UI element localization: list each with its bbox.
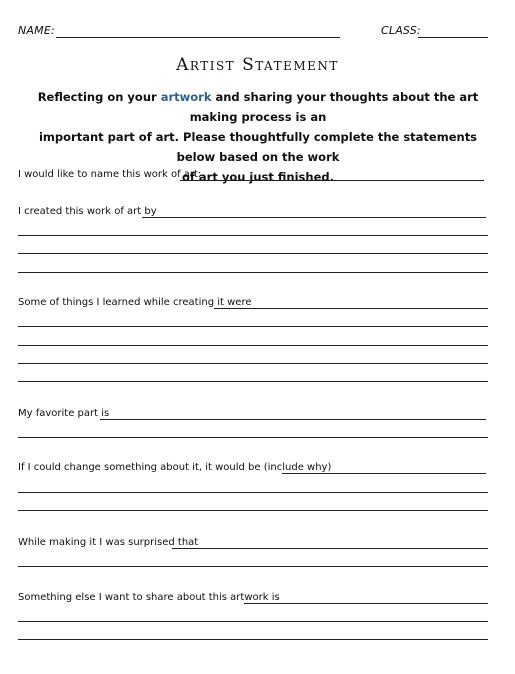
prompt-something-else: Something else I want to share about this artwork is — [18, 592, 280, 603]
answer-line[interactable] — [172, 548, 488, 549]
answer-line[interactable] — [142, 217, 486, 218]
answer-line[interactable] — [18, 326, 488, 327]
answer-line[interactable] — [180, 180, 484, 181]
answer-line[interactable] — [18, 437, 488, 438]
page-title: Artist Statement — [176, 55, 339, 75]
prompt-name-artwork: I would like to name this work of art: — [18, 169, 202, 180]
answer-line[interactable] — [100, 419, 486, 420]
answer-line[interactable] — [18, 510, 488, 511]
answer-line[interactable] — [214, 308, 488, 309]
intro-line-1-start: Reflecting on your — [37, 90, 161, 104]
class-field-line[interactable] — [418, 37, 488, 38]
class-label: CLASS: — [381, 24, 421, 37]
name-field-line[interactable] — [56, 37, 340, 38]
prompt-created-by: I created this work of art by — [18, 206, 157, 217]
intro-line-1 — [18, 87, 498, 127]
prompt-change-something: If I could change something about it, it would be (include why) — [18, 462, 332, 473]
answer-line[interactable] — [18, 363, 488, 364]
answer-line[interactable] — [18, 566, 488, 567]
intro-line-2: important part of art. Please thoughtfully complete the statements below based on the work — [38, 130, 478, 164]
answer-line[interactable] — [18, 235, 488, 236]
answer-line[interactable] — [18, 621, 488, 622]
intro-line-1-end: and sharing your thoughts about the art making process is an — [189, 90, 479, 124]
answer-line[interactable] — [18, 253, 488, 254]
answer-line[interactable] — [244, 603, 488, 604]
artwork-link[interactable]: artwork — [160, 90, 212, 104]
answer-line[interactable] — [282, 473, 486, 474]
prompt-favorite-part: My favorite part is — [18, 408, 110, 419]
answer-line[interactable] — [18, 639, 488, 640]
answer-line[interactable] — [18, 492, 488, 493]
answer-line[interactable] — [18, 345, 488, 346]
answer-line[interactable] — [18, 381, 488, 382]
prompt-surprised: While making it I was surprised that — [18, 537, 199, 548]
answer-line[interactable] — [18, 272, 488, 273]
intro-line-3: of art you just finished. — [182, 170, 334, 184]
prompt-learned: Some of things I learned while creating it were — [18, 297, 252, 308]
name-label: NAME: — [18, 24, 55, 37]
